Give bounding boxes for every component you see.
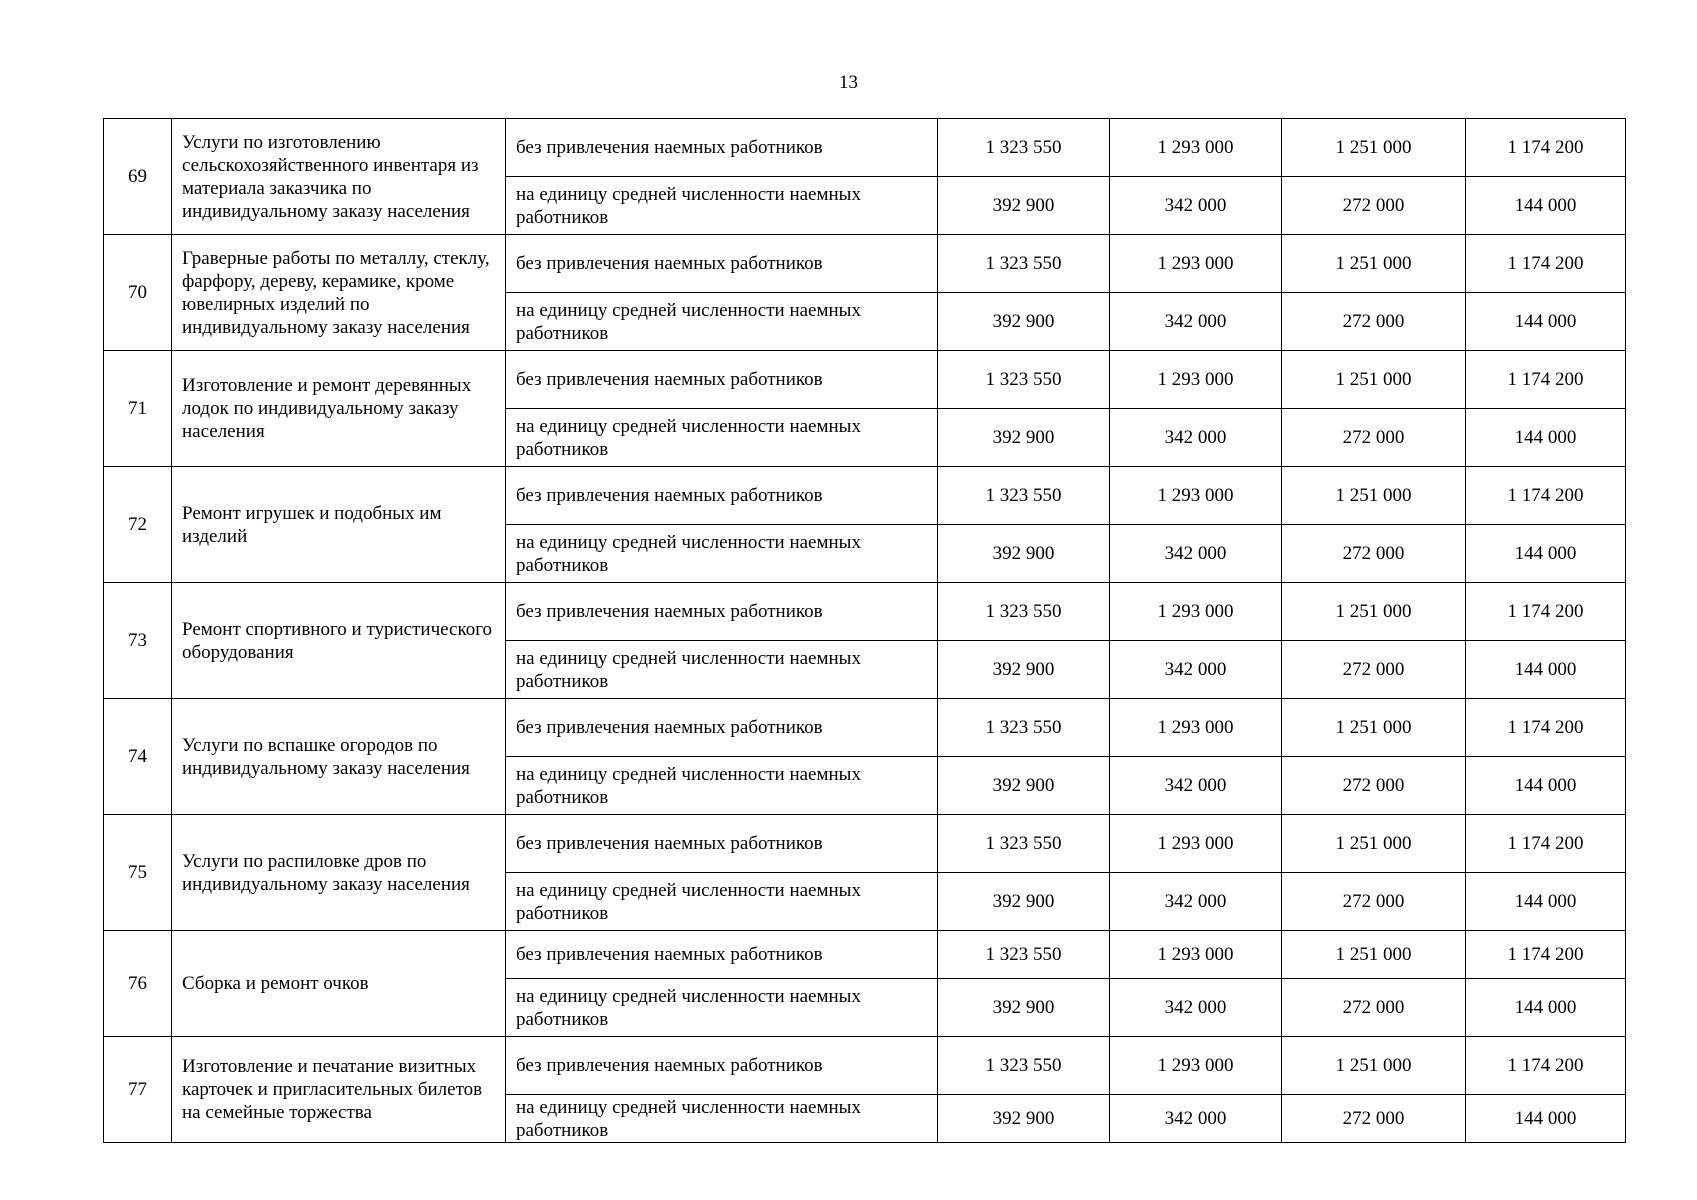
value-cell: 1 323 550 (938, 583, 1110, 641)
value-cell: 1 323 550 (938, 351, 1110, 409)
row-number: 69 (104, 119, 172, 235)
table-body (104, 119, 1626, 1143)
value-cell: 1 251 000 (1282, 931, 1466, 979)
value-cell: 342 000 (1110, 979, 1282, 1037)
table-row (104, 119, 1626, 177)
condition-per-employee: на единицу средней численности наемных работников (506, 757, 938, 815)
value-cell: 392 900 (938, 641, 1110, 699)
value-cell: 1 293 000 (1110, 815, 1282, 873)
value-cell: 272 000 (1282, 641, 1466, 699)
condition-no-employees: без привлечения наемных работников (506, 119, 938, 177)
condition-per-employee: на единицу средней численности наемных работников (506, 409, 938, 467)
value-cell: 1 293 000 (1110, 1037, 1282, 1095)
value-cell: 1 174 200 (1466, 699, 1626, 757)
condition-no-employees: без привлечения наемных работников (506, 699, 938, 757)
condition-per-employee: на единицу средней численности наемных работников (506, 1095, 938, 1143)
value-cell: 342 000 (1110, 641, 1282, 699)
value-cell: 392 900 (938, 409, 1110, 467)
service-name: Ремонт спортивного и туристического оборудования (172, 583, 506, 699)
value-cell: 1 251 000 (1282, 583, 1466, 641)
value-cell: 342 000 (1110, 409, 1282, 467)
value-cell: 1 323 550 (938, 235, 1110, 293)
value-cell: 392 900 (938, 293, 1110, 351)
table-row (104, 699, 1626, 757)
value-cell: 1 174 200 (1466, 235, 1626, 293)
condition-per-employee: на единицу средней численности наемных работников (506, 293, 938, 351)
value-cell: 144 000 (1466, 293, 1626, 351)
table-row (104, 235, 1626, 293)
table-row (104, 467, 1626, 525)
value-cell: 1 323 550 (938, 1037, 1110, 1095)
value-cell: 1 174 200 (1466, 583, 1626, 641)
value-cell: 272 000 (1282, 293, 1466, 351)
value-cell: 1 251 000 (1282, 235, 1466, 293)
condition-no-employees: без привлечения наемных работников (506, 235, 938, 293)
value-cell: 1 251 000 (1282, 351, 1466, 409)
value-cell: 342 000 (1110, 873, 1282, 931)
value-cell: 342 000 (1110, 1095, 1282, 1143)
value-cell: 1 251 000 (1282, 119, 1466, 177)
page-number: 13 (839, 72, 858, 93)
tariff-table (103, 118, 1626, 1143)
value-cell: 144 000 (1466, 641, 1626, 699)
value-cell: 144 000 (1466, 757, 1626, 815)
value-cell: 342 000 (1110, 177, 1282, 235)
value-cell: 144 000 (1466, 177, 1626, 235)
value-cell: 1 174 200 (1466, 351, 1626, 409)
table-row (104, 931, 1626, 979)
condition-no-employees: без привлечения наемных работников (506, 583, 938, 641)
condition-per-employee: на единицу средней численности наемных работников (506, 979, 938, 1037)
condition-no-employees: без привлечения наемных работников (506, 931, 938, 979)
row-number: 72 (104, 467, 172, 583)
service-name: Ремонт игрушек и подобных им изделий (172, 467, 506, 583)
table-row (104, 351, 1626, 409)
value-cell: 1 293 000 (1110, 235, 1282, 293)
value-cell: 1 251 000 (1282, 699, 1466, 757)
value-cell: 342 000 (1110, 757, 1282, 815)
value-cell: 342 000 (1110, 293, 1282, 351)
value-cell: 392 900 (938, 873, 1110, 931)
value-cell: 1 174 200 (1466, 119, 1626, 177)
service-name: Услуги по вспашке огородов по индивидуальному заказу населения (172, 699, 506, 815)
row-number: 71 (104, 351, 172, 467)
condition-per-employee: на единицу средней численности наемных работников (506, 873, 938, 931)
condition-no-employees: без привлечения наемных работников (506, 351, 938, 409)
value-cell: 1 174 200 (1466, 815, 1626, 873)
value-cell: 1 293 000 (1110, 351, 1282, 409)
value-cell: 1 251 000 (1282, 1037, 1466, 1095)
value-cell: 272 000 (1282, 873, 1466, 931)
row-number: 75 (104, 815, 172, 931)
value-cell: 1 174 200 (1466, 467, 1626, 525)
service-name: Сборка и ремонт очков (172, 931, 506, 1037)
condition-per-employee: на единицу средней численности наемных работников (506, 641, 938, 699)
value-cell: 144 000 (1466, 979, 1626, 1037)
value-cell: 272 000 (1282, 979, 1466, 1037)
value-cell: 1 293 000 (1110, 583, 1282, 641)
service-name: Изготовление и печатание визитных карточек и пригласительных билетов на семейные торжества (172, 1037, 506, 1143)
value-cell: 272 000 (1282, 177, 1466, 235)
value-cell: 1 293 000 (1110, 119, 1282, 177)
value-cell: 1 174 200 (1466, 931, 1626, 979)
value-cell: 1 323 550 (938, 699, 1110, 757)
value-cell: 392 900 (938, 1095, 1110, 1143)
value-cell: 1 323 550 (938, 815, 1110, 873)
value-cell: 144 000 (1466, 873, 1626, 931)
row-number: 73 (104, 583, 172, 699)
value-cell: 272 000 (1282, 525, 1466, 583)
condition-no-employees: без привлечения наемных работников (506, 1037, 938, 1095)
value-cell: 1 323 550 (938, 931, 1110, 979)
row-number: 74 (104, 699, 172, 815)
value-cell: 1 293 000 (1110, 467, 1282, 525)
service-name: Услуги по изготовлению сельскохозяйственного инвентаря из материала заказчика по индивидуальному заказу населения (172, 119, 506, 235)
row-number: 76 (104, 931, 172, 1037)
value-cell: 392 900 (938, 979, 1110, 1037)
value-cell: 392 900 (938, 177, 1110, 235)
value-cell: 392 900 (938, 525, 1110, 583)
table-row (104, 1037, 1626, 1095)
value-cell: 272 000 (1282, 1095, 1466, 1143)
condition-no-employees: без привлечения наемных работников (506, 815, 938, 873)
row-number: 70 (104, 235, 172, 351)
value-cell: 1 293 000 (1110, 931, 1282, 979)
value-cell: 272 000 (1282, 409, 1466, 467)
value-cell: 144 000 (1466, 1095, 1626, 1143)
value-cell: 144 000 (1466, 525, 1626, 583)
row-number: 77 (104, 1037, 172, 1143)
value-cell: 1 323 550 (938, 119, 1110, 177)
table-row (104, 815, 1626, 873)
value-cell: 1 251 000 (1282, 815, 1466, 873)
service-name: Услуги по распиловке дров по индивидуальному заказу населения (172, 815, 506, 931)
service-name: Изготовление и ремонт деревянных лодок по индивидуальному заказу населения (172, 351, 506, 467)
value-cell: 392 900 (938, 757, 1110, 815)
value-cell: 342 000 (1110, 525, 1282, 583)
value-cell: 1 323 550 (938, 467, 1110, 525)
value-cell: 1 293 000 (1110, 699, 1282, 757)
table-row (104, 583, 1626, 641)
service-name: Граверные работы по металлу, стеклу, фарфору, дереву, керамике, кроме ювелирных изделий по индивидуальному заказу населения (172, 235, 506, 351)
condition-per-employee: на единицу средней численности наемных работников (506, 177, 938, 235)
condition-no-employees: без привлечения наемных работников (506, 467, 938, 525)
value-cell: 1 174 200 (1466, 1037, 1626, 1095)
value-cell: 272 000 (1282, 757, 1466, 815)
value-cell: 144 000 (1466, 409, 1626, 467)
condition-per-employee: на единицу средней численности наемных работников (506, 525, 938, 583)
value-cell: 1 251 000 (1282, 467, 1466, 525)
